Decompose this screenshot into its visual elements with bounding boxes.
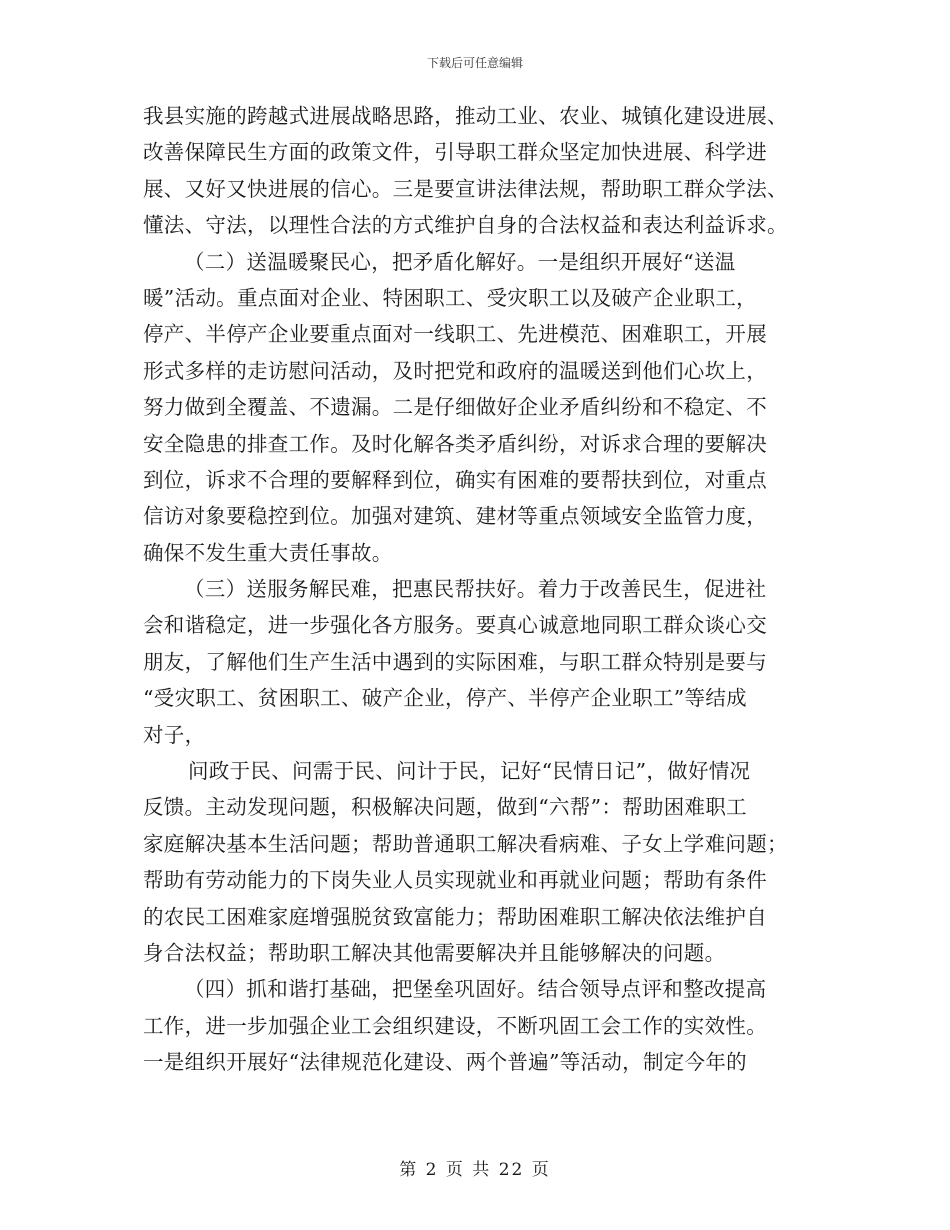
text-line: 信访对象要稳控到位。加强对建筑、建材等重点领域安全监管力度，: [143, 504, 767, 529]
text-line: 暖”活动。重点面对企业、特困职工、受灾职工以及破产企业职工，: [143, 285, 757, 310]
text-line: 努力做到全覆盖、不遗漏。二是仔细做好企业矛盾纠纷和不稳定、不: [143, 395, 767, 420]
text-line: 会和谐稳定，进一步强化各方服务。要真心诚意地同职工群众谈心交: [143, 613, 767, 638]
text-line: （四）抓和谐打基础，把堡垒巩固好。结合领导点评和整改提高: [184, 977, 767, 1002]
text-line: 身合法权益；帮助职工解决其他需要解决并且能够解决的问题。: [143, 940, 726, 965]
text-line: 一是组织开展好“法律规范化建设、两个普遍”等活动，制定今年的: [143, 1050, 747, 1075]
text-line: 问政于民、问需于民、问计于民，记好“民情日记”，做好情况: [188, 759, 751, 784]
text-line: “受灾职工、贫困职工、破产企业，停产、半停产企业职工”等结成: [143, 686, 747, 711]
text-line: 到位，诉求不合理的要解释到位，确实有困难的要帮扶到位，对重点: [143, 467, 767, 492]
text-line: 家庭解决基本生活问题；帮助普通职工解决看病难、子女上学难问题；: [143, 831, 788, 856]
text-line: 对子，: [143, 722, 206, 747]
text-line: 我县实施的跨越式进展战略思路，推动工业、农业、城镇化建设进展、: [143, 104, 788, 128]
page-header: 下载后可任意编辑: [426, 56, 523, 70]
page-footer: 第 2 页 共 22 页: [399, 1160, 551, 1180]
text-line: 反馈。主动发现问题，积极解决问题，做到“六帮”：帮助困难职工: [143, 795, 747, 820]
text-line: 朋友，了解他们生产生活中遇到的实际困难，与职工群众特别是要与: [143, 649, 767, 674]
document-body: [143, 98, 803, 1081]
text-line: 工作，进一步加强企业工会组织建设，不断巩固工会工作的实效性。: [143, 1013, 767, 1038]
text-line: 改善保障民生方面的政策文件，引导职工群众坚定加快进展、科学进: [143, 140, 767, 165]
text-line: 安全隐患的排查工作。及时化解各类矛盾纠纷，对诉求合理的要解决: [143, 431, 767, 456]
text-line: 的农民工困难家庭增强脱贫致富能力；帮助困难职工解决依法维护自: [143, 904, 767, 929]
text-line: （三）送服务解民难，把惠民帮扶好。着力于改善民生，促进社: [184, 577, 767, 602]
text-line: 懂法、守法，以理性合法的方式维护自身的合法权益和表达利益诉求。: [143, 213, 788, 238]
text-line: 确保不发生重大责任事故。: [143, 540, 393, 565]
text-line: 形式多样的走访慰问活动，及时把党和政府的温暖送到他们心坎上，: [143, 358, 767, 383]
text-line: 帮助有劳动能力的下岗失业人员实现就业和再就业问题；帮助有条件: [143, 868, 767, 893]
text-line: （二）送温暖聚民心，把矛盾化解好。一是组织开展好“送温: [184, 249, 736, 274]
text-line: 展、又好又快进展的信心。三是要宣讲法律法规，帮助职工群众学法、: [143, 176, 788, 201]
text-line: 停产、半停产企业要重点面对一线职工、先进模范、困难职工，开展: [143, 322, 767, 347]
